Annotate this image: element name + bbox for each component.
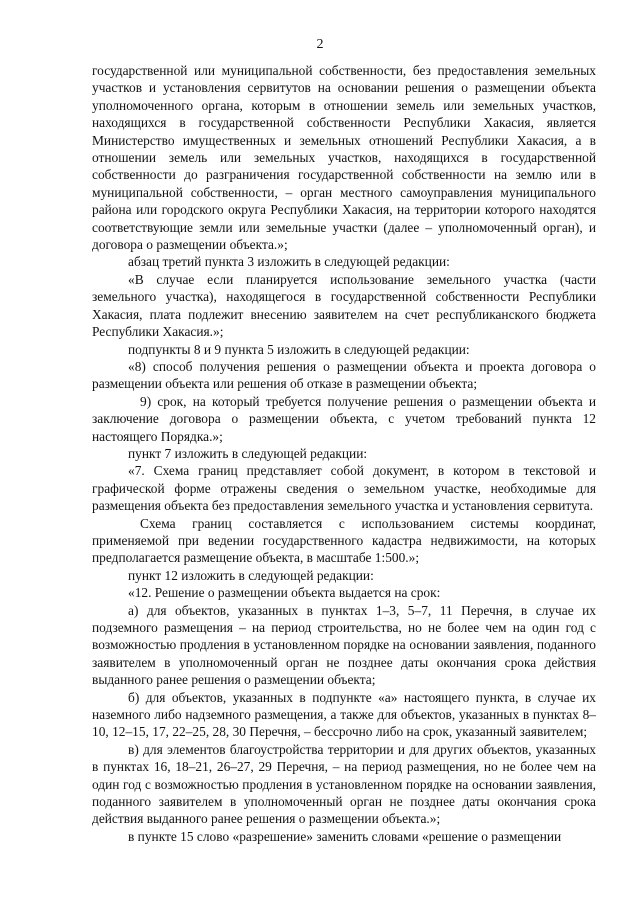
paragraph-quote: «7. Схема границ представляет собой документ, в котором в текстовой и графической форме отражены сведения о земельном участке, необходимые для размещения объекта без предоставления земельного участка и установления сервитута. [92, 463, 596, 514]
paragraph-quote: «8) способ получения решения о размещении объекта и проекта договора о размещении объекта или решения об отказе в размещении объекта; [92, 358, 596, 392]
paragraph-quote: «12. Решение о размещении объекта выдается на срок: [128, 585, 441, 601]
paragraph-continuation: государственной или муниципальной собственности, без предоставления земельных участков и установления сервитутов на основании решения о размещении объекта уполномоченного органа, которым в отношении земель или земельных участков, находящихся в государственной собственности Республики Хакасия, является Министерство имущественных и земельных отношений Республики Хакасия, а в отношении земель или земельных участков, находящихся в государственной собственности до разграничения государственной собственности на землю или в муниципальной собственности, – орган местного самоуправления муниципального района или городского округа Республики Хакасия, на территории которого находятся соответствующие земли или земельные участки (далее – уполномоченный орган), и договора о размещении объекта.»; [92, 63, 596, 253]
paragraph-list-item: а) для объектов, указанных в пунктах 1–3, 5–7, 11 Перечня, в случае их подземного размещения – на период строительства, но не более чем на один год с возможностью продления в установленном порядке на основании заявления, поданного заявителем в уполномоченный орган не позднее даты окончания срока действия выданного ранее решения о размещении объекта; [92, 602, 596, 688]
paragraph-instruction: подпункты 8 и 9 пункта 5 изложить в следующей редакции: [128, 341, 470, 357]
paragraph-quote: «В случае если планируется использование земельного участка (части земельного участка), находящегося в государственной собственности Республики Хакасия, плата подлежит внесению заявителем на счет республиканского бюджета Республики Хакасия.»; [92, 271, 596, 340]
paragraph-instruction: абзац третий пункта 3 изложить в следующей редакции: [128, 254, 450, 270]
paragraph-quote: 9) срок, на который требуется получение решения о размещении объекта и заключение договора о размещении объекта, с учетом требований пункта 12 настоящего Порядка.»; [92, 393, 596, 444]
paragraph-instruction: пункт 12 изложить в следующей редакции: [128, 567, 374, 583]
document-body [92, 62, 596, 845]
paragraph-list-item: б) для объектов, указанных в подпункте «а» настоящего пункта, в случае их наземного либо надземного размещения, а также для объектов, указанных в пунктах 8–10, 12–15, 17, 22–25, 28, 30 Перечня, – бессрочно либо на срок, указанный заявителем; [92, 689, 596, 740]
paragraph-list-item: в) для элементов благоустройства территории и для других объектов, указанных в пунктах 16, 18–21, 26–27, 29 Перечня, – на период размещения, но не более чем на один год с возможностью продления в установленном порядке на основании заявления, поданного заявителем в уполномоченный орган не позднее даты окончания срока действия выданного ранее решения о размещении объекта.»; [92, 741, 596, 827]
paragraph-instruction: в пункте 15 слово «разрешение» заменить словами «решение о размещении [128, 828, 562, 844]
paragraph-instruction: пункт 7 изложить в следующей редакции: [128, 445, 368, 461]
paragraph-quote: Схема границ составляется с использованием системы координат, применяемой при ведении государственного кадастра недвижимости, на которых предполагается размещение объекта, в масштабе 1:500.»; [92, 515, 596, 566]
page-number: 2 [316, 37, 324, 52]
